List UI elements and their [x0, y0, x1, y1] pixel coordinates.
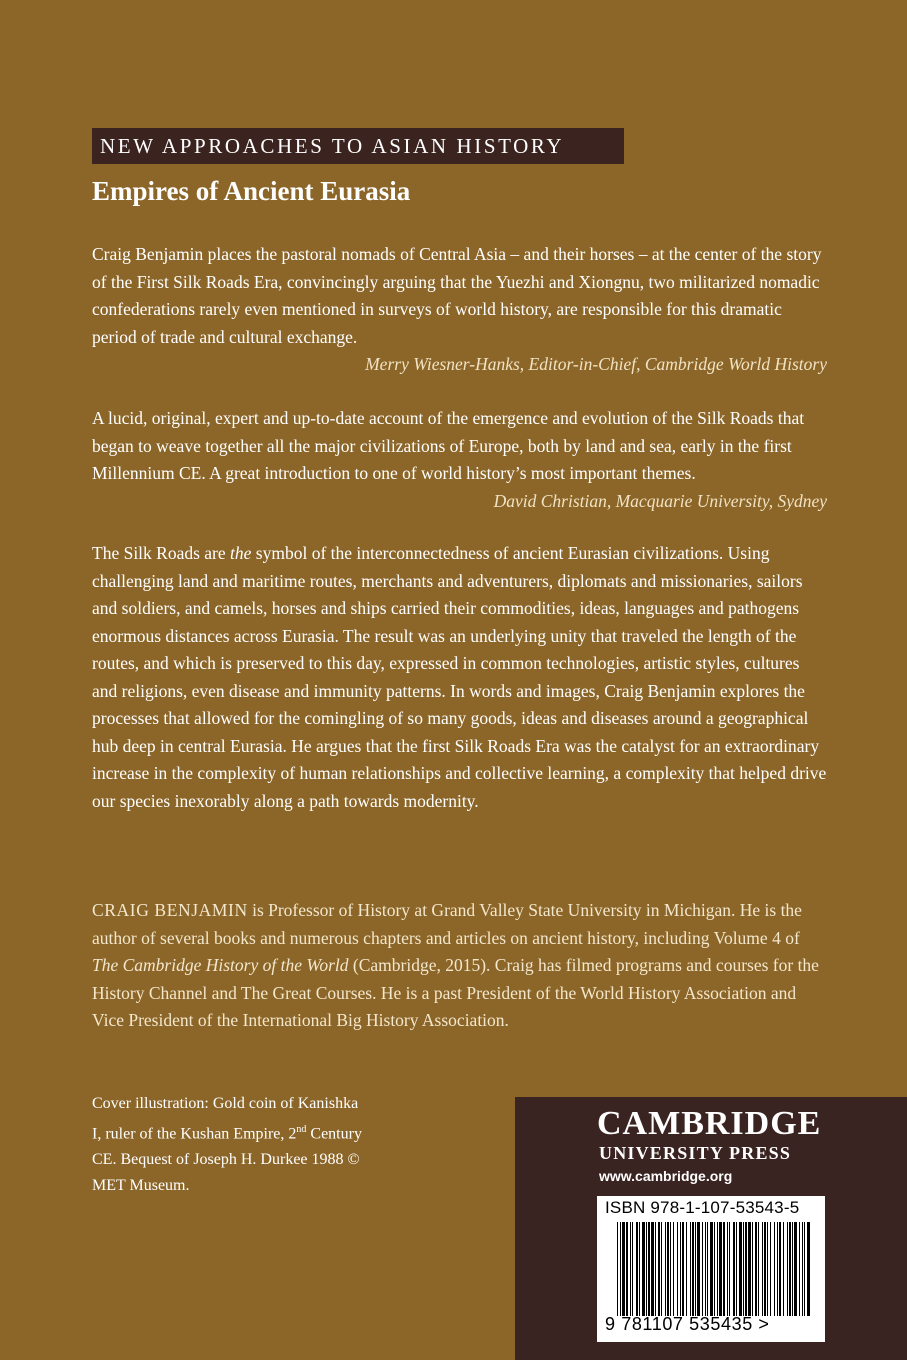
barcode-bar — [648, 1222, 650, 1316]
barcode-bar — [743, 1222, 744, 1316]
barcode-bar — [686, 1222, 687, 1316]
barcode-bar — [727, 1222, 728, 1316]
barcode-bar — [804, 1222, 805, 1316]
review-attribution: Merry Wiesner-Hanks, Editor-in-Chief, Cambridge World History — [365, 354, 827, 374]
barcode-bar — [632, 1222, 633, 1316]
review-blurb — [92, 405, 827, 515]
barcode-bar — [794, 1222, 797, 1316]
barcode-bar — [736, 1222, 737, 1316]
barcode-digits: 9 781107 535435 > — [605, 1314, 770, 1334]
review-blurb — [92, 241, 827, 379]
barcode-bar — [779, 1222, 781, 1316]
barcode-bar — [622, 1222, 625, 1316]
barcode-bar — [695, 1222, 696, 1316]
cover-credit: Cover illustration: Gold coin of Kanishka I, ruler of the Kushan Empire, 2nd Century CE. Bequest of Joseph H. Durkee 1988 © MET Museum. — [92, 1095, 362, 1195]
barcode-bar — [680, 1222, 681, 1316]
barcode-bar — [783, 1222, 784, 1316]
barcode-bar — [636, 1222, 638, 1316]
barcode-bar — [719, 1222, 722, 1316]
barcode-bar — [758, 1222, 759, 1316]
publisher-name: CAMBRIDGE — [597, 1105, 822, 1142]
barcode-bar — [729, 1222, 730, 1316]
barcode-bar — [697, 1222, 700, 1316]
barcode-bar — [802, 1222, 803, 1316]
barcode-bar — [764, 1222, 766, 1316]
barcode-bar — [792, 1222, 793, 1316]
barcode-bar — [651, 1222, 654, 1316]
barcode-bar — [617, 1222, 618, 1316]
book-description: The Silk Roads are the symbol of the interconnectedness of ancient Eurasian civilizations. Using challenging land and maritime routes, merchants and adventurers, diplomats and missionaries, sailors and soldiers, and camels, horses and ships carried their commodities, ideas, languages and pathogens enormous distances across Eurasia. The result was an underlying unity that traveled the length of the routes, and which is preserved to this day, expressed in common technologies, artistic styles, cultures and religions, even disease and immunity patterns. In words and images, Craig Benjamin explores the processes that allowed for the comingling of so many goods, ideas and diseases around a geographical hub deep in central Eurasia. He argues that the first Silk Roads Era was the catalyst for an extraordinary increase in the complexity of human relationships and collective learning, a complexity that helped drive our species inexorably along a path towards modernity. — [92, 543, 827, 811]
barcode-bar — [774, 1222, 775, 1316]
barcode-bar — [739, 1222, 742, 1316]
barcode-bar — [630, 1222, 631, 1316]
barcode-bar — [626, 1222, 628, 1316]
barcode-bar — [692, 1222, 694, 1316]
barcode-bar — [770, 1222, 771, 1316]
barcode-bar — [677, 1222, 678, 1316]
publisher-url: www.cambridge.org — [599, 1168, 733, 1184]
barcode-bar — [655, 1222, 656, 1316]
series-title: NEW APPROACHES TO ASIAN HISTORY — [100, 134, 565, 158]
barcode-bar — [710, 1222, 713, 1316]
barcode-bar — [673, 1222, 674, 1316]
publisher-subtitle: UNIVERSITY PRESS — [599, 1143, 792, 1163]
review-attribution: David Christian, Macquarie University, Sydney — [493, 490, 827, 511]
barcode-bar — [690, 1222, 691, 1316]
barcode-bar — [767, 1222, 768, 1316]
barcode-bar — [658, 1222, 660, 1316]
author-bio: CRAIG BENJAMIN is Professor of History at Grand Valley State University in Michigan. He is the author of several books and numerous chapters and articles on ancient history, including Volume 4 of The Cambridge History of the World (Cambridge, 2015). Craig has filmed programs and courses for the History Channel and The Great Courses. He is a past President of the World History Association and Vice President of the International Big History Association. — [92, 900, 819, 1030]
barcode-bar — [723, 1222, 725, 1316]
barcode-bar — [665, 1222, 666, 1316]
barcode-bar — [787, 1222, 788, 1316]
book-title: Empires of Ancient Eurasia — [92, 176, 411, 206]
referenced-book-title: The Cambridge History of the World — [92, 955, 349, 975]
barcode-bar — [705, 1222, 706, 1316]
barcode-bar — [717, 1222, 718, 1316]
barcode-bar — [714, 1222, 715, 1316]
barcode-bar — [661, 1222, 662, 1316]
barcode-bar — [755, 1222, 757, 1316]
isbn-label: ISBN 978-1-107-53543-5 — [605, 1198, 800, 1217]
barcode-bar — [748, 1222, 751, 1316]
barcode-bar — [777, 1222, 778, 1316]
series-banner — [92, 128, 624, 164]
barcode — [597, 1196, 825, 1342]
review-text: Craig Benjamin places the pastoral nomads of Central Asia – and their horses – at the center of the story of the First Silk Roads Era, convincingly arguing that the Yuezhi and Xiongnu, two militarized nomadic confederations rarely even mentioned in surveys of world history, are responsible for this dramatic period of trade and cultural exchange. — [92, 244, 822, 347]
barcode-bar — [707, 1222, 708, 1316]
barcode-bar — [682, 1222, 684, 1316]
barcode-bar — [752, 1222, 753, 1316]
barcode-bar — [646, 1222, 647, 1316]
barcode-bar — [639, 1222, 640, 1316]
barcode-bar — [762, 1222, 763, 1316]
barcode-bar — [807, 1222, 810, 1316]
barcode-bar — [745, 1222, 747, 1316]
emphasis: the — [230, 543, 252, 563]
barcode-bar — [620, 1222, 621, 1316]
barcode-bar — [733, 1222, 735, 1316]
barcode-bar — [799, 1222, 800, 1316]
publisher-block — [515, 1097, 907, 1360]
barcode-bar — [642, 1222, 645, 1316]
barcode-bar — [789, 1222, 791, 1316]
barcode-bar — [702, 1222, 703, 1316]
review-text: A lucid, original, expert and up-to-date account of the emergence and evolution of the Silk Roads that began to weave together all the major civilizations of Europe, both by land and sea, early in the first Millennium CE. A great introduction to one of world history’s most important themes. David Christian, Macquarie University, Sydney — [92, 405, 827, 488]
barcode-bar — [670, 1222, 671, 1316]
author-name: CRAIG BENJAMIN — [92, 900, 248, 920]
barcode-bar — [667, 1222, 669, 1316]
